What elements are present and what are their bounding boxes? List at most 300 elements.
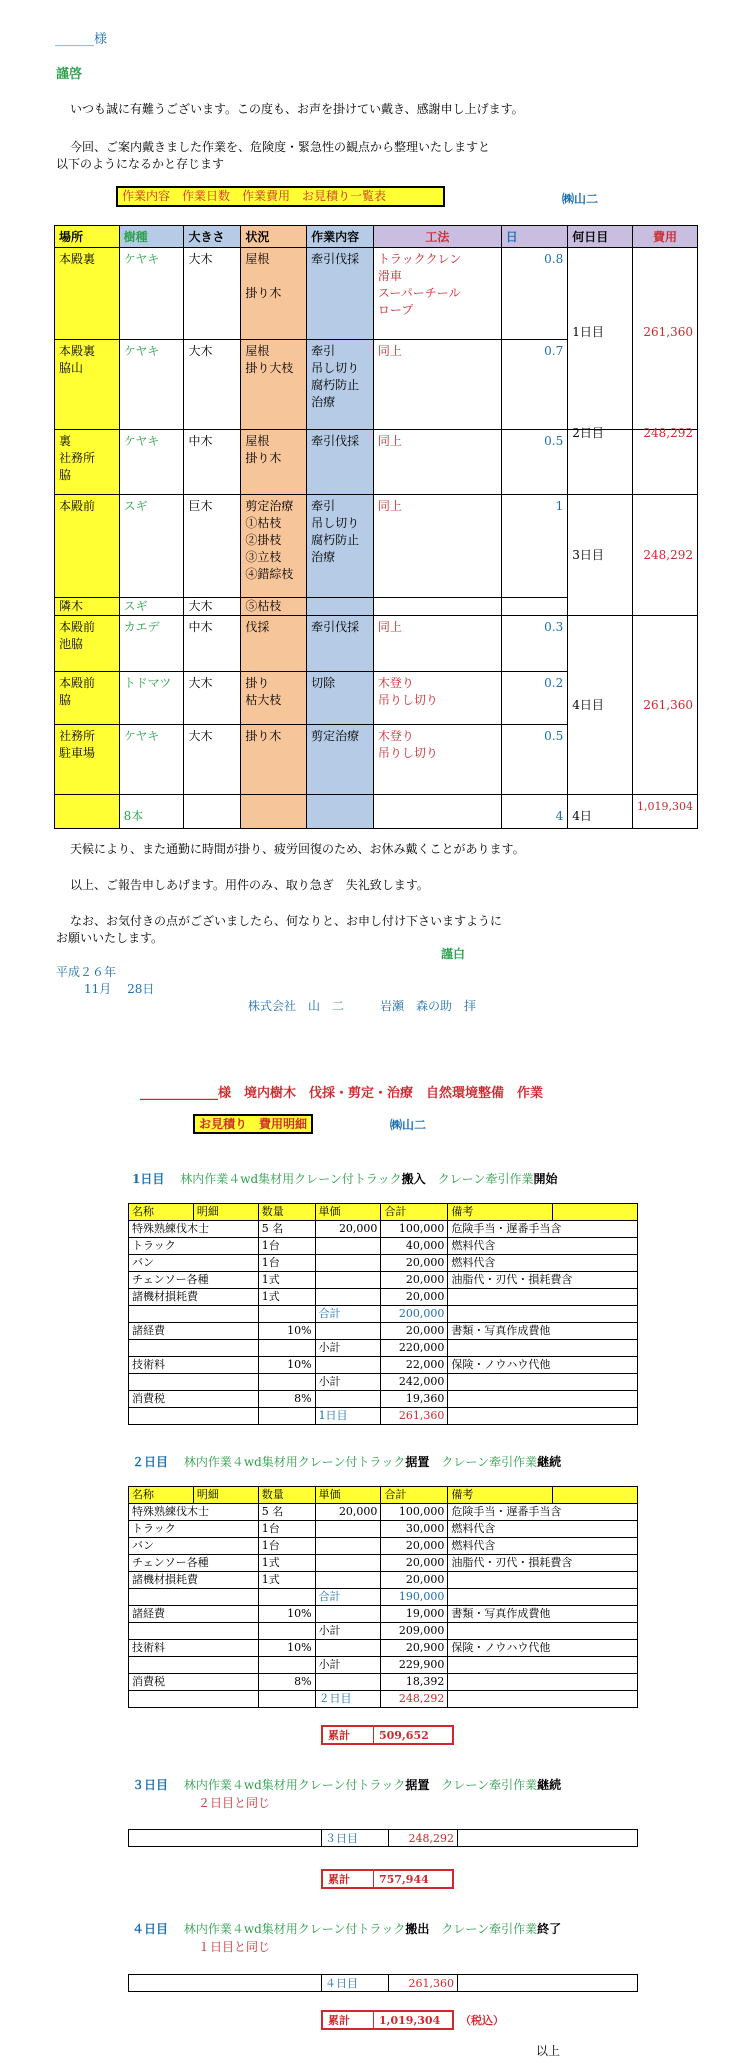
day1-label: 1日目	[132, 1172, 165, 1186]
cell: 20,000	[381, 1323, 448, 1340]
totals-row	[55, 795, 698, 829]
cell: 18,392	[381, 1674, 448, 1691]
col-unit: 単価	[315, 1487, 381, 1504]
cell	[258, 1623, 315, 1640]
cell: 190,000	[381, 1589, 448, 1606]
day2-label: ２日目	[132, 1455, 169, 1469]
th-species: 樹種	[119, 226, 184, 248]
day-group-label: 3日目	[572, 547, 604, 562]
cum-value: 757,944	[374, 1870, 454, 1888]
cell-status: ⑤枯枝	[241, 598, 307, 616]
cell: 20,000	[381, 1555, 448, 1572]
day-group-cost: 248,292	[643, 547, 693, 562]
table-row	[129, 1555, 638, 1572]
list-title-text: 作業内容 作業日数 作業費用 お見積り一覧表	[122, 189, 387, 203]
day4-desc: 林内作業４wd集材用クレーン付トラック	[183, 1922, 406, 1936]
date: 11月 28日	[84, 982, 155, 996]
estimate-company: ㈱山二	[390, 1118, 427, 1132]
cell: 200,000	[381, 1306, 448, 1323]
cell: 1式	[258, 1572, 315, 1589]
cell	[315, 1572, 381, 1589]
cell: 19,000	[381, 1606, 448, 1623]
cell	[258, 1306, 315, 1323]
col-note: 備考	[448, 1487, 553, 1504]
cell	[315, 1606, 381, 1623]
cell: 危険手当・遅番手当含	[448, 1221, 638, 1238]
day3-table	[128, 1829, 638, 1847]
table-row	[129, 1830, 638, 1847]
cell	[315, 1323, 381, 1340]
cell-days: 0.5	[501, 430, 568, 495]
cell-nthday	[568, 248, 633, 430]
day4-label: ４日目	[132, 1922, 169, 1936]
cell: 諸機材損耗費	[129, 1289, 259, 1306]
cell: 10%	[258, 1357, 315, 1374]
cell: 1式	[258, 1272, 315, 1289]
col-total: 合計	[381, 1487, 448, 1504]
cell-status	[241, 795, 307, 829]
cell	[129, 1657, 259, 1674]
cell-cost	[632, 616, 697, 795]
cell-species: ケヤキ	[119, 725, 184, 795]
cell-size	[184, 795, 241, 829]
cell	[458, 1830, 638, 1847]
cell	[315, 1357, 381, 1374]
cell-method	[373, 598, 501, 616]
total-daylabel: 4日	[568, 795, 633, 829]
cell-status: 掛り 枯大枝	[241, 672, 307, 725]
cell	[448, 1374, 638, 1391]
cell: 10%	[258, 1606, 315, 1623]
closing: 謹白	[441, 947, 466, 961]
cum-label: 累計	[322, 1726, 374, 1744]
estimate-title	[140, 1082, 543, 1101]
table-row	[129, 1606, 638, 1623]
cell-cost	[632, 248, 697, 430]
cell: 220,000	[381, 1340, 448, 1357]
cell: 燃料代含	[448, 1538, 638, 1555]
cell-place: 隣木	[55, 598, 120, 616]
cell: 1台	[258, 1538, 315, 1555]
cell-status: 屋根 掛り木	[241, 248, 307, 340]
cell: 小計	[315, 1374, 381, 1391]
day3-desc-strong1: 据置	[405, 1778, 430, 1792]
day2-cumulative	[321, 1725, 454, 1745]
cell: バン	[129, 1538, 259, 1555]
cell: 合計	[315, 1306, 381, 1323]
cell: 1日目	[315, 1408, 381, 1425]
cell	[315, 1238, 381, 1255]
cell: 229,900	[381, 1657, 448, 1674]
after-p2: 以上、ご報告申しあげます。用件のみ、取り急ぎ 失礼致します。	[70, 878, 429, 892]
cell-size: 大木	[184, 598, 241, 616]
day-group-cost: 248,292	[643, 426, 693, 440]
cell-cost	[632, 495, 697, 616]
table-row	[129, 1255, 638, 1272]
cell: チェンソー各種	[129, 1272, 259, 1289]
cell: 危険手当・遅番手当含	[448, 1504, 638, 1521]
col-total: 合計	[381, 1204, 448, 1221]
cell: 10%	[258, 1640, 315, 1657]
day-group-label: 2日目	[572, 426, 604, 440]
table-row	[129, 1238, 638, 1255]
col-extra	[553, 1487, 638, 1504]
cell: 10%	[258, 1323, 315, 1340]
cell-method: トラッククレン 滑車 スーパーチール ロープ	[373, 248, 501, 340]
th-size: 大きさ	[184, 226, 241, 248]
cell: 技術料	[129, 1357, 259, 1374]
cell-method: 木登り 吊りし切り	[373, 672, 501, 725]
cell-work: 切除	[307, 672, 374, 725]
cell: 8%	[258, 1391, 315, 1408]
cell-method: 同上	[373, 616, 501, 672]
cell	[129, 1589, 259, 1606]
cell: 保険・ノウハウ代他	[448, 1357, 638, 1374]
cell-work: 牽引 吊し切り 腐朽防止 治療	[307, 340, 374, 430]
th-days: 日	[501, 226, 568, 248]
col-detail: 明細	[193, 1204, 258, 1221]
estimate-title-blank: ____________	[140, 1086, 218, 1101]
cell: チェンソー各種	[129, 1555, 259, 1572]
cell: 248,292	[381, 1691, 448, 1708]
cell-place: 本殿前 脇	[55, 672, 120, 725]
cell-size: 巨木	[184, 495, 241, 598]
cell-days: 0.5	[501, 725, 568, 795]
cell-days: 0.3	[501, 616, 568, 672]
day4-desc-mid: クレーン牽引作業	[429, 1922, 538, 1936]
cell	[448, 1408, 638, 1425]
cell-status: 屋根 掛り木	[241, 430, 307, 495]
cell: 1台	[258, 1521, 315, 1538]
cell-days: 0.8	[501, 248, 568, 340]
cell-place: 本殿裏	[55, 248, 120, 340]
table-row	[129, 1272, 638, 1289]
cell	[448, 1657, 638, 1674]
day3-heading	[132, 1776, 561, 1793]
th-cost: 費用	[632, 226, 697, 248]
cell-place: 本殿前	[55, 495, 120, 598]
table-row	[129, 1357, 638, 1374]
day-group-label: 1日目	[572, 325, 604, 339]
cell	[258, 1408, 315, 1425]
cell: 保険・ノウハウ代他	[448, 1640, 638, 1657]
day3-cumulative	[321, 1869, 454, 1889]
cell-work: 牽引 吊し切り 腐朽防止 治療	[307, 495, 374, 598]
tax-note: （税込）	[460, 2014, 504, 2027]
cell	[448, 1289, 638, 1306]
cell: 242,000	[381, 1374, 448, 1391]
cell: 20,000	[381, 1538, 448, 1555]
day3-note: ２日目と同じ	[198, 1796, 271, 1810]
cell: 消費税	[129, 1391, 259, 1408]
cell: 1式	[258, 1289, 315, 1306]
cell-method: 同上	[373, 430, 501, 495]
cell: 209,000	[381, 1623, 448, 1640]
table-row	[55, 248, 698, 340]
est-header	[129, 1204, 638, 1221]
cell	[315, 1555, 381, 1572]
cell-size: 大木	[184, 248, 241, 340]
cell-nthday	[568, 426, 633, 495]
cell-place: 裏 社務所 脇	[55, 430, 120, 495]
day2-desc-strong1: 据置	[405, 1455, 430, 1469]
table-row	[129, 1391, 638, 1408]
cell-size: 中木	[184, 616, 241, 672]
day1-table	[128, 1203, 638, 1425]
cell-work	[307, 795, 374, 829]
cell: 小計	[315, 1340, 381, 1357]
table-row	[129, 1691, 638, 1708]
cell: バン	[129, 1255, 259, 1272]
cell	[315, 1538, 381, 1555]
th-method: 工法	[373, 226, 501, 248]
era: 平成２６年	[56, 965, 117, 979]
company-short: ㈱山二	[562, 192, 599, 206]
cell-size: 大木	[184, 725, 241, 795]
table-row	[129, 1289, 638, 1306]
cell-method	[373, 795, 501, 829]
cell: 100,000	[381, 1504, 448, 1521]
day2-table	[128, 1486, 638, 1708]
th-work: 作業内容	[307, 226, 374, 248]
cell: 書類・写真作成費他	[448, 1323, 638, 1340]
cell	[258, 1340, 315, 1357]
cell-work	[307, 598, 374, 616]
cell: 燃料代含	[448, 1255, 638, 1272]
day2-desc-strong2: 継続	[537, 1455, 562, 1469]
cell: 5 名	[258, 1504, 315, 1521]
table-row	[129, 1306, 638, 1323]
greeting: 謹啓	[56, 67, 83, 82]
table-row	[129, 1504, 638, 1521]
cell-species: スギ	[119, 495, 184, 598]
cell	[129, 1691, 259, 1708]
cell	[129, 1975, 322, 1992]
estimate-title-text: 様 境内樹木 伐採・剪定・治療 自然環境整備 作業	[218, 1086, 544, 1101]
cell-work: 牽引伐採	[307, 430, 374, 495]
cell: トラック	[129, 1238, 259, 1255]
col-qty: 数量	[258, 1204, 315, 1221]
cum-label: 累計	[322, 2011, 374, 2029]
after-p1: 天候により、また通勤に時間が掛り、疲労回復のため、お休み戴くことがあります。	[70, 842, 525, 856]
day2-heading	[132, 1453, 561, 1470]
cell	[129, 1306, 259, 1323]
cell-size: 大木	[184, 672, 241, 725]
cell: 30,000	[381, 1521, 448, 1538]
list-title	[116, 186, 445, 207]
day3-label: ３日目	[132, 1778, 169, 1792]
cell	[448, 1306, 638, 1323]
col-detail: 明細	[193, 1487, 258, 1504]
day1-heading	[132, 1170, 557, 1187]
th-status: 状況	[241, 226, 307, 248]
cell: 22,000	[381, 1357, 448, 1374]
th-place: 場所	[55, 226, 120, 248]
cell: ４日目	[322, 1975, 389, 1992]
day3-desc-strong2: 継続	[537, 1778, 562, 1792]
cum-value: 1,019,304	[374, 2011, 454, 2029]
cell: 諸機材損耗費	[129, 1572, 259, 1589]
para1: いつも誠に有難うございます。この度も、お声を掛けてい戴き、感謝申し上げます。	[70, 102, 524, 116]
col-qty: 数量	[258, 1487, 315, 1504]
cell	[458, 1975, 638, 1992]
table-row	[129, 1623, 638, 1640]
cell	[448, 1691, 638, 1708]
cum-value: 509,652	[374, 1726, 454, 1744]
cell-method: 木登り 吊りし切り	[373, 725, 501, 795]
cell: 小計	[315, 1657, 381, 1674]
table-row	[129, 1521, 638, 1538]
cell: 1台	[258, 1238, 315, 1255]
day4-desc-strong2: 終了	[537, 1922, 562, 1936]
cell-work: 牽引伐採	[307, 616, 374, 672]
cell	[129, 1374, 259, 1391]
th-nthday: 何日目	[568, 226, 633, 248]
cell	[448, 1340, 638, 1357]
cell	[315, 1391, 381, 1408]
col-extra	[553, 1204, 638, 1221]
day2-desc: 林内作業４wd集材用クレーン付トラック	[183, 1455, 406, 1469]
cell-species: カエデ	[119, 616, 184, 672]
cell: 20,000	[381, 1572, 448, 1589]
col-name: 名称	[129, 1204, 194, 1221]
day-group-label: 4日目	[572, 697, 604, 712]
day1-desc-strong2: 開始	[533, 1172, 558, 1186]
cell	[258, 1657, 315, 1674]
cell: 5 名	[258, 1221, 315, 1238]
cell: 40,000	[381, 1238, 448, 1255]
table-row	[129, 1374, 638, 1391]
recipient: ______様	[55, 32, 108, 47]
cell: 1式	[258, 1555, 315, 1572]
table-row	[129, 1408, 638, 1425]
cell: 8%	[258, 1674, 315, 1691]
cell: 20,000	[381, 1255, 448, 1272]
cell	[315, 1521, 381, 1538]
est-header	[129, 1487, 638, 1504]
cell-species: トドマツ	[119, 672, 184, 725]
day2-desc-mid: クレーン牽引作業	[429, 1455, 538, 1469]
col-note: 備考	[448, 1204, 553, 1221]
cell-cost	[632, 426, 697, 495]
cell-days: 1	[501, 495, 568, 598]
cell: 燃料代含	[448, 1521, 638, 1538]
cell	[258, 1374, 315, 1391]
table-row	[129, 1340, 638, 1357]
cell-days	[501, 598, 568, 616]
cell	[315, 1640, 381, 1657]
end-mark: 以上	[536, 2044, 561, 2058]
cell	[129, 1830, 322, 1847]
cell-status: 掛り木	[241, 725, 307, 795]
table-row	[129, 1323, 638, 1340]
cell: 油脂代・刃代・損耗費含	[448, 1272, 638, 1289]
table-row	[55, 616, 698, 672]
after-p3a: なお、お気付きの点がございましたら、何なりと、お申し付け下さいますように	[70, 914, 503, 928]
cell	[258, 1589, 315, 1606]
main-table-header	[55, 226, 698, 248]
table-row	[129, 1657, 638, 1674]
cell	[448, 1391, 638, 1408]
cum-label: 累計	[322, 1870, 374, 1888]
cell-place: 本殿前 池脇	[55, 616, 120, 672]
cell: 19,360	[381, 1391, 448, 1408]
cell-method: 同上	[373, 340, 501, 430]
cell: 261,360	[381, 1408, 448, 1425]
cell: 20,000	[381, 1272, 448, 1289]
table-row	[55, 495, 698, 598]
cell	[315, 1674, 381, 1691]
cell-size: 中木	[184, 430, 241, 495]
total-cost: 1,019,304	[632, 795, 697, 829]
day3-desc-mid: クレーン牽引作業	[429, 1778, 538, 1792]
cell-place: 社務所 駐車場	[55, 725, 120, 795]
para2b: 以下のようになるかと存じます	[56, 157, 225, 171]
col-unit: 単価	[315, 1204, 381, 1221]
cell-species: ケヤキ	[119, 430, 184, 495]
cell	[129, 1340, 259, 1357]
cell-days: 0.2	[501, 672, 568, 725]
cell-size: 大木	[184, 340, 241, 430]
cell-place	[55, 795, 120, 829]
cell-nthday	[568, 495, 633, 616]
cell	[315, 1272, 381, 1289]
cell	[258, 1691, 315, 1708]
day4-desc-strong1: 搬出	[405, 1922, 430, 1936]
cell-species: ケヤキ	[119, 248, 184, 340]
cell: 燃料代含	[448, 1238, 638, 1255]
cell: 書類・写真作成費他	[448, 1606, 638, 1623]
cell-status: 屋根 掛り大枝	[241, 340, 307, 430]
cell-nthday	[568, 616, 633, 795]
cell-place: 本殿裏 脇山	[55, 340, 120, 430]
cell-status: 伐採	[241, 616, 307, 672]
table-row	[129, 1589, 638, 1606]
cell: 小計	[315, 1623, 381, 1640]
cell: 20,000	[315, 1504, 381, 1521]
cell: 20,000	[315, 1221, 381, 1238]
cell	[129, 1623, 259, 1640]
table-row	[129, 1221, 638, 1238]
cell: 油脂代・刃代・損耗費含	[448, 1555, 638, 1572]
cell	[315, 1289, 381, 1306]
table-row	[129, 1572, 638, 1589]
main-work-table	[54, 225, 698, 829]
cell: 20,900	[381, 1640, 448, 1657]
cell	[448, 1572, 638, 1589]
cell: 諸経費	[129, 1606, 259, 1623]
cell-species: スギ	[119, 598, 184, 616]
para2a: 今回、ご案内戴きました作業を、危険度・緊急性の観点から整理いたしますと	[70, 140, 491, 154]
day1-desc-strong1: 搬入	[401, 1172, 426, 1186]
cell	[129, 1408, 259, 1425]
estimate-subtitle: お見積り 費用明細	[193, 1114, 313, 1134]
cell: ３日目	[322, 1830, 389, 1847]
cell-method: 同上	[373, 495, 501, 598]
day1-desc-mid: クレーン牽引作業	[425, 1172, 534, 1186]
cell: ２日目	[315, 1691, 381, 1708]
table-row	[129, 1538, 638, 1555]
cell: 1台	[258, 1255, 315, 1272]
cell: 特殊熟練伐木士	[129, 1504, 259, 1521]
col-name: 名称	[129, 1487, 194, 1504]
day-group-cost: 261,360	[643, 697, 693, 712]
cell	[448, 1674, 638, 1691]
table-row	[129, 1674, 638, 1691]
cell: 消費税	[129, 1674, 259, 1691]
cell	[448, 1589, 638, 1606]
table-row	[129, 1975, 638, 1992]
